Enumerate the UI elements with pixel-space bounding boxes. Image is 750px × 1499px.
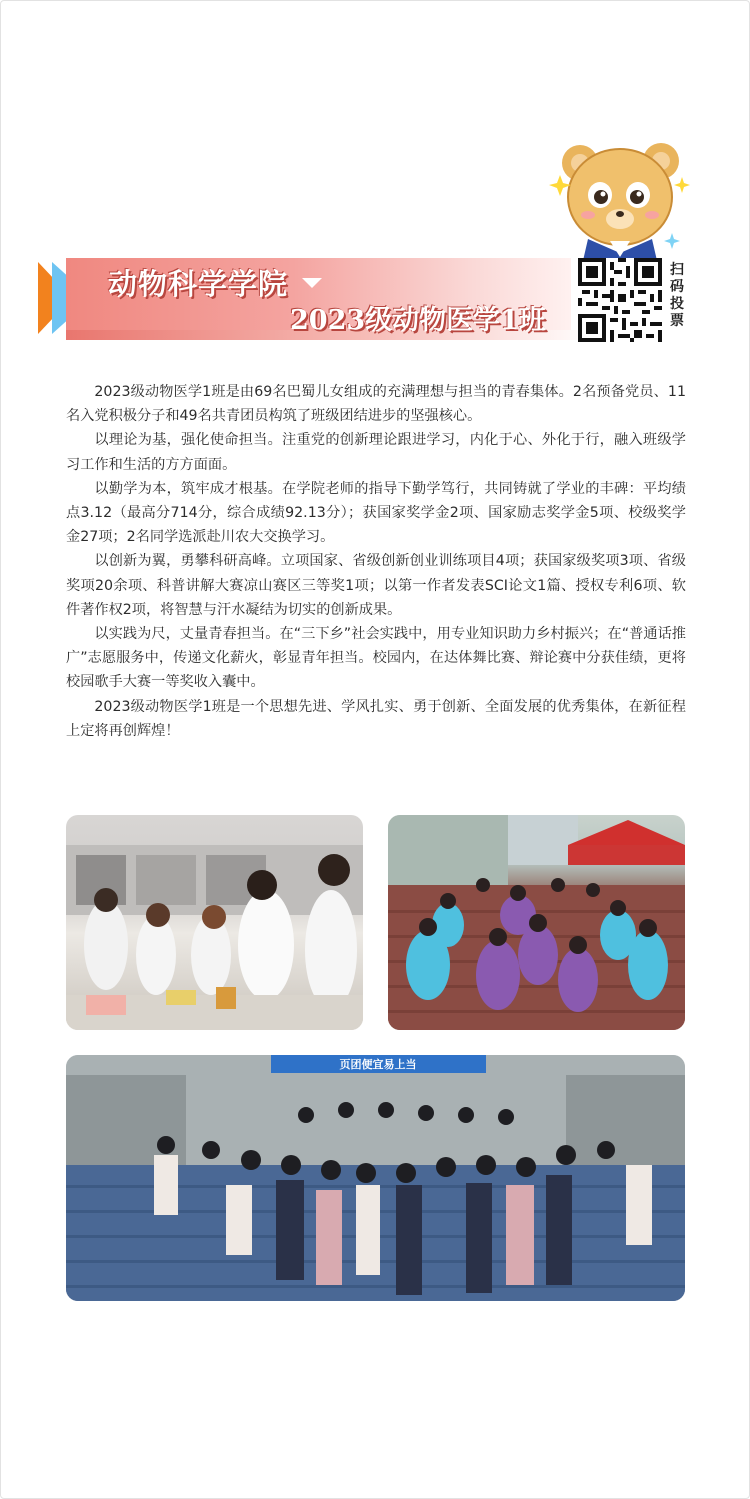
triangle-down-icon <box>302 278 322 288</box>
scan-to-vote-label <box>666 262 688 330</box>
paragraph: 以理论为基，强化使命担当。注重党的创新理论跟进学习，内化于心、外化于行，融入班级学习工作和生活的方方面面。 <box>66 432 686 473</box>
qr-label-char: 扫 <box>670 262 684 278</box>
paragraph: 以勤学为本，筑牢成才根基。在学院老师的指导下勤学笃行，共同铸就了学业的丰碑：平均绩点3.12（最高分714分，综合成绩92.13分）；获国家奖学金2项、国家励志奖学金5项、校级奖学金27项；2名同学选派赴川农大交换学习。 <box>66 480 686 546</box>
paragraph: 2023级动物医学1班是由69名巴蜀儿女组成的充满理想与担当的青春集体。2名预备党员、11名入党积极分子和49名共青团员构筑了班级团结进步的坚强核心。 <box>66 384 686 425</box>
photo-sign-text: 页团便宜易上当 <box>339 1058 417 1071</box>
qr-label-char: 票 <box>670 313 684 329</box>
college-name: 动物科学学院 <box>108 267 289 301</box>
class-name: 2023级动物医学1班 <box>290 305 546 336</box>
paragraph: 以创新为翼，勇攀科研高峰。立项国家、省级创新创业训练项目4项；获国家级奖项3项、省级奖项20余项、科普讲解大赛凉山赛区三等奖1项；以第一作者发表SCI论文1篇、授权专利6项、软件著作权2项，将智慧与汗水凝结为切实的创新成果。 <box>66 553 686 618</box>
class-group-photo <box>66 1055 685 1301</box>
paragraph: 2023级动物医学1班是一个思想先进、学风扎实、勇于创新、全面发展的优秀集体，在新征程上定将再创辉煌！ <box>66 698 686 739</box>
paragraph: 以实践为尺，丈量青春担当。在“三下乡”社会实践中，用专业知识助力乡村振兴；在“普通话推广”志愿服务中，传递文化薪火，彰显青年担当。校园内，在达体舞比赛、辩论赛中分获佳绩，更将校园歌手大赛一等奖收入囊中。 <box>66 626 686 691</box>
bear-mascot-icon <box>548 135 693 265</box>
qr-label-char: 码 <box>670 279 684 295</box>
qr-code-icon[interactable] <box>578 258 662 342</box>
qr-label-char: 投 <box>670 296 684 312</box>
lab-photo <box>66 815 363 1030</box>
article-body <box>66 380 686 743</box>
stairs-group-photo <box>388 815 685 1030</box>
